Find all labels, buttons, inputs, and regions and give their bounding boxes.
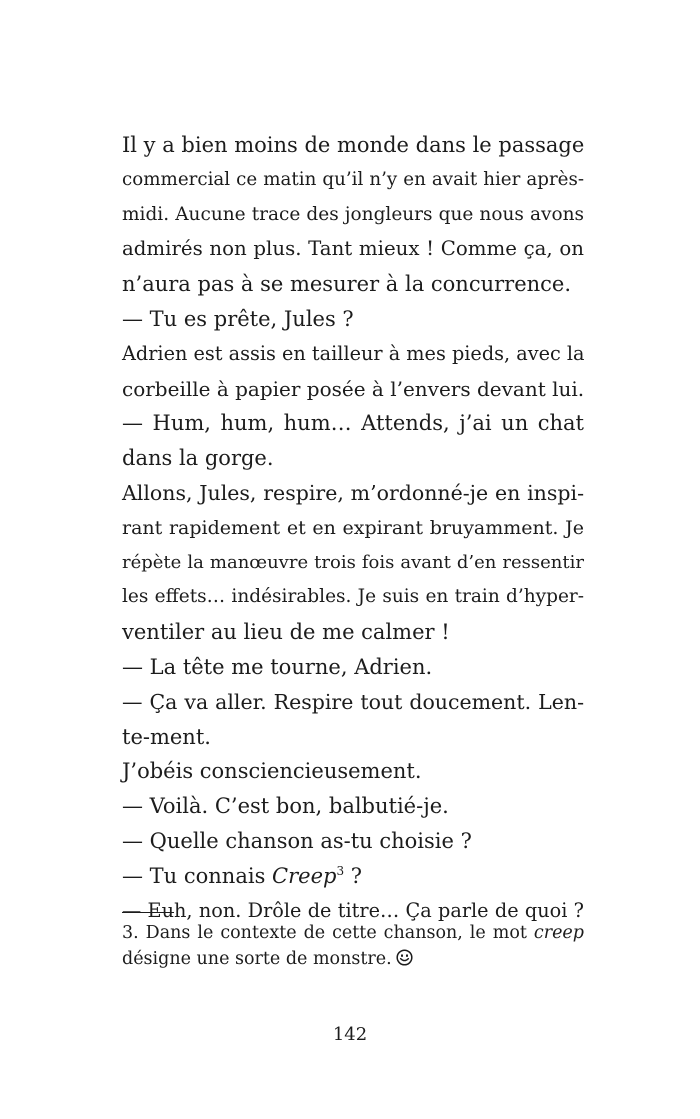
text-line: Allons, Jules, respire, m’ordonné-je en inspi- <box>122 480 584 505</box>
text-line: — Voilà. C’est bon, balbutié-je. <box>122 794 449 819</box>
footnote-line: 3. Dans le contexte de cette chanson, le mot creep <box>122 923 584 943</box>
text-line: n’aura pas à se mesurer à la concurrence. <box>122 272 572 297</box>
text-line: — Ça va aller. Respire tout doucement. Len- <box>122 689 584 714</box>
text-line: — Quelle chanson as-tu choisie ? <box>122 828 472 853</box>
text-line: — Hum, hum, hum… Attends, j’ai un chat <box>122 411 584 436</box>
page-number: 142 <box>332 1024 368 1045</box>
text-line: rant rapidement et en expirant bruyamment. Je <box>122 516 584 539</box>
text-line: ventiler au lieu de me calmer ! <box>122 620 450 645</box>
text-line: — Euh, non. Drôle de titre… Ça parle de quoi ? <box>122 898 584 922</box>
text-line: répète la manœuvre trois fois avant d’en ressentir <box>122 551 584 573</box>
text-line: te-ment. <box>122 724 211 749</box>
footnote-divider <box>122 912 174 913</box>
text-line: — Tu es prête, Jules ? <box>122 306 354 331</box>
body-text <box>122 128 584 928</box>
text-line: Il y a bien moins de monde dans le passage <box>122 133 585 157</box>
text-line: corbeille à papier posée à l’envers devant lui. <box>122 376 585 401</box>
text-line: — Tu connais Creep$^3$ ? <box>122 863 363 888</box>
text-line: midi. Aucune trace des jongleurs que nous avons <box>122 203 584 225</box>
text-line: dans la gorge. <box>122 446 274 471</box>
text-line: les effets… indésirables. Je suis en train d’hyper- <box>122 586 584 608</box>
footnote-line: désigne une sorte de monstre. <box>122 946 584 972</box>
text-line: Adrien est assis en tailleur à mes pieds, avec la <box>122 341 585 365</box>
footnote <box>122 920 584 972</box>
smiley-icon <box>396 948 413 974</box>
text-line: admirés non plus. Tant mieux ! Comme ça, on <box>122 237 584 261</box>
footnote-ref[interactable]: 3 <box>336 863 345 878</box>
song-title: Creep <box>272 863 337 888</box>
text-line: commercial ce matin qu’il n’y en avait hier après- <box>122 168 584 190</box>
text-line: J’obéis consciencieusement. <box>122 759 422 784</box>
text-line: — La tête me tourne, Adrien. <box>122 654 433 679</box>
